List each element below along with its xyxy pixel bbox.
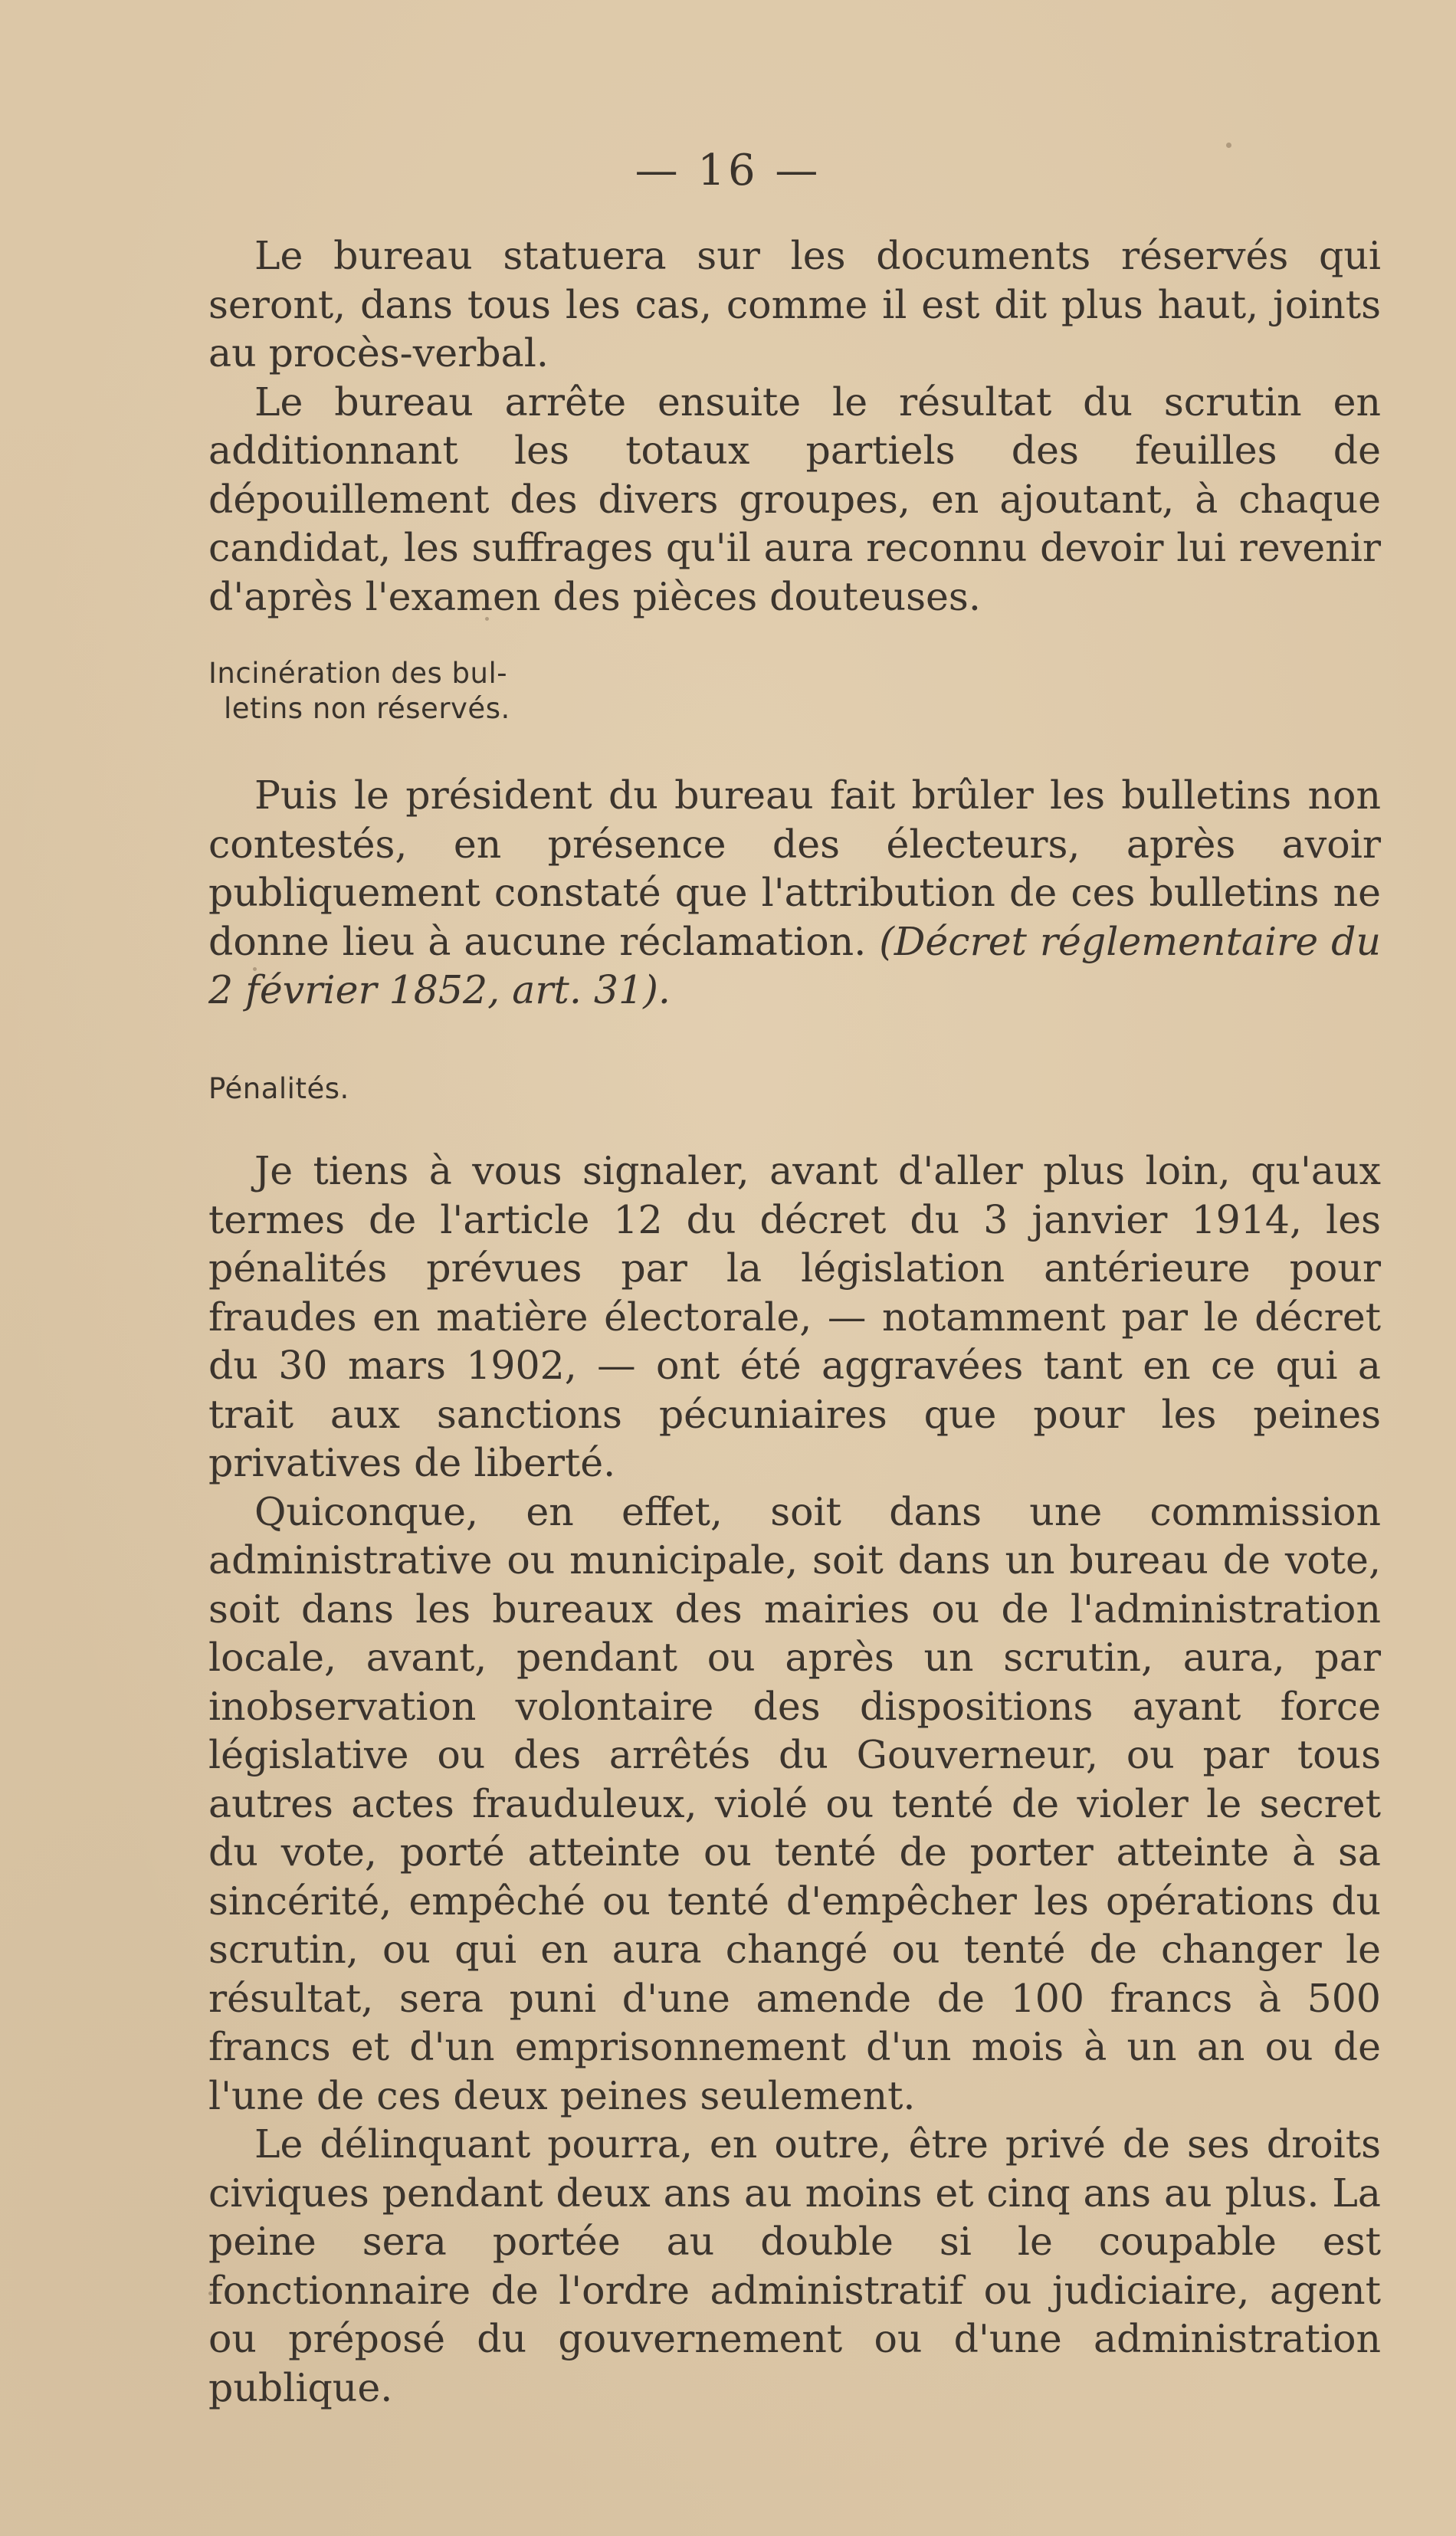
paper-speck — [485, 617, 489, 621]
paragraph-scrutin-result: Le bureau arrête ensuite le résultat du scrutin en additionnant les totaux partiels des feuilles de dépouillement des divers groupes, en ajoutant, à chaque candidat, les suffrages qu'il aura reconnu devoir lui revenir d'après l'examen des pièces douteuses. — [208, 379, 1381, 619]
paragraph-penalties-civic-rights: Le délinquant pourra, en outre, être privé de ses droits civiques pendant deux ans au moins et cinq ans au plus. La peine sera portée au double si le coupable est fonctionnaire de l'ordre administratif ou judiciaire, agent ou préposé du gouvernement ou d'une administration publique. — [208, 2121, 1381, 2410]
section-penalites — [208, 1147, 1381, 2412]
side-heading-penalites — [208, 1071, 349, 1107]
side-heading-line: Pénalités. — [208, 1072, 349, 1105]
paragraph-reserved-documents: Le bureau statuera sur les documents réservés qui seront, dans tous les cas, comme il est dit plus haut, joints au procès-verbal. — [208, 233, 1381, 376]
paragraph-incineration — [208, 771, 1381, 1015]
paper-speck — [208, 2292, 212, 2295]
side-heading-line: Incinération des bul- — [208, 657, 508, 690]
decree-citation: (Décret réglementaire du 2 février 1852, art. 31). — [208, 918, 1381, 1012]
section-incineration — [208, 771, 1381, 1015]
side-heading-line: letins non réservés. — [224, 692, 510, 725]
page-number: — 16 — — [635, 146, 821, 195]
paper-speck — [253, 967, 257, 971]
section-scrutin-result — [208, 231, 1381, 621]
paragraph-penalties-intro: Je tiens à vous signaler, avant d'aller plus loin, qu'aux termes de l'article 12 du décret du 3 janvier 1914, les pénalités prévues par la législation antérieure pour fraudes en matière électorale, — notamment par le décret du 30 mars 1902, — ont été aggravées tant en ce qui a trait aux sanctions pécuniaires que pour les peines privatives de liberté. — [208, 1148, 1381, 1485]
paragraph-penalties-offense: Quiconque, en effet, soit dans une commission administrative ou municipale, soit dans un bureau de vote, soit dans les bureaux des mairies ou de l'administration locale, avant, pendant ou après un scrutin, aura, par inobservation volontaire des dispositions ayant force législative ou des arrêtés du Gouverneur, ou par tous autres actes frauduleux, violé ou tenté de violer le secret du vote, porté atteinte ou tenté de porter atteinte à sa sincérité, empêché ou tenté d'empêcher les opérations du scrutin, ou qui en aura changé ou tenté de changer le résultat, sera puni d'une amende de 100 francs à 500 francs et d'un emprisonnement d'un mois à un an ou de l'une de ces deux peines seulement. — [208, 1488, 1381, 2118]
paragraph-incineration-text: Puis le président du bureau fait brûler les bulletins non contestés, en présence des électeurs, après avoir publiquement constaté que l'attribution de ces bulletins ne donne lieu à aucune réclamation. — [208, 773, 1381, 964]
side-heading-incineration — [208, 656, 510, 727]
paper-speck — [1226, 143, 1231, 148]
